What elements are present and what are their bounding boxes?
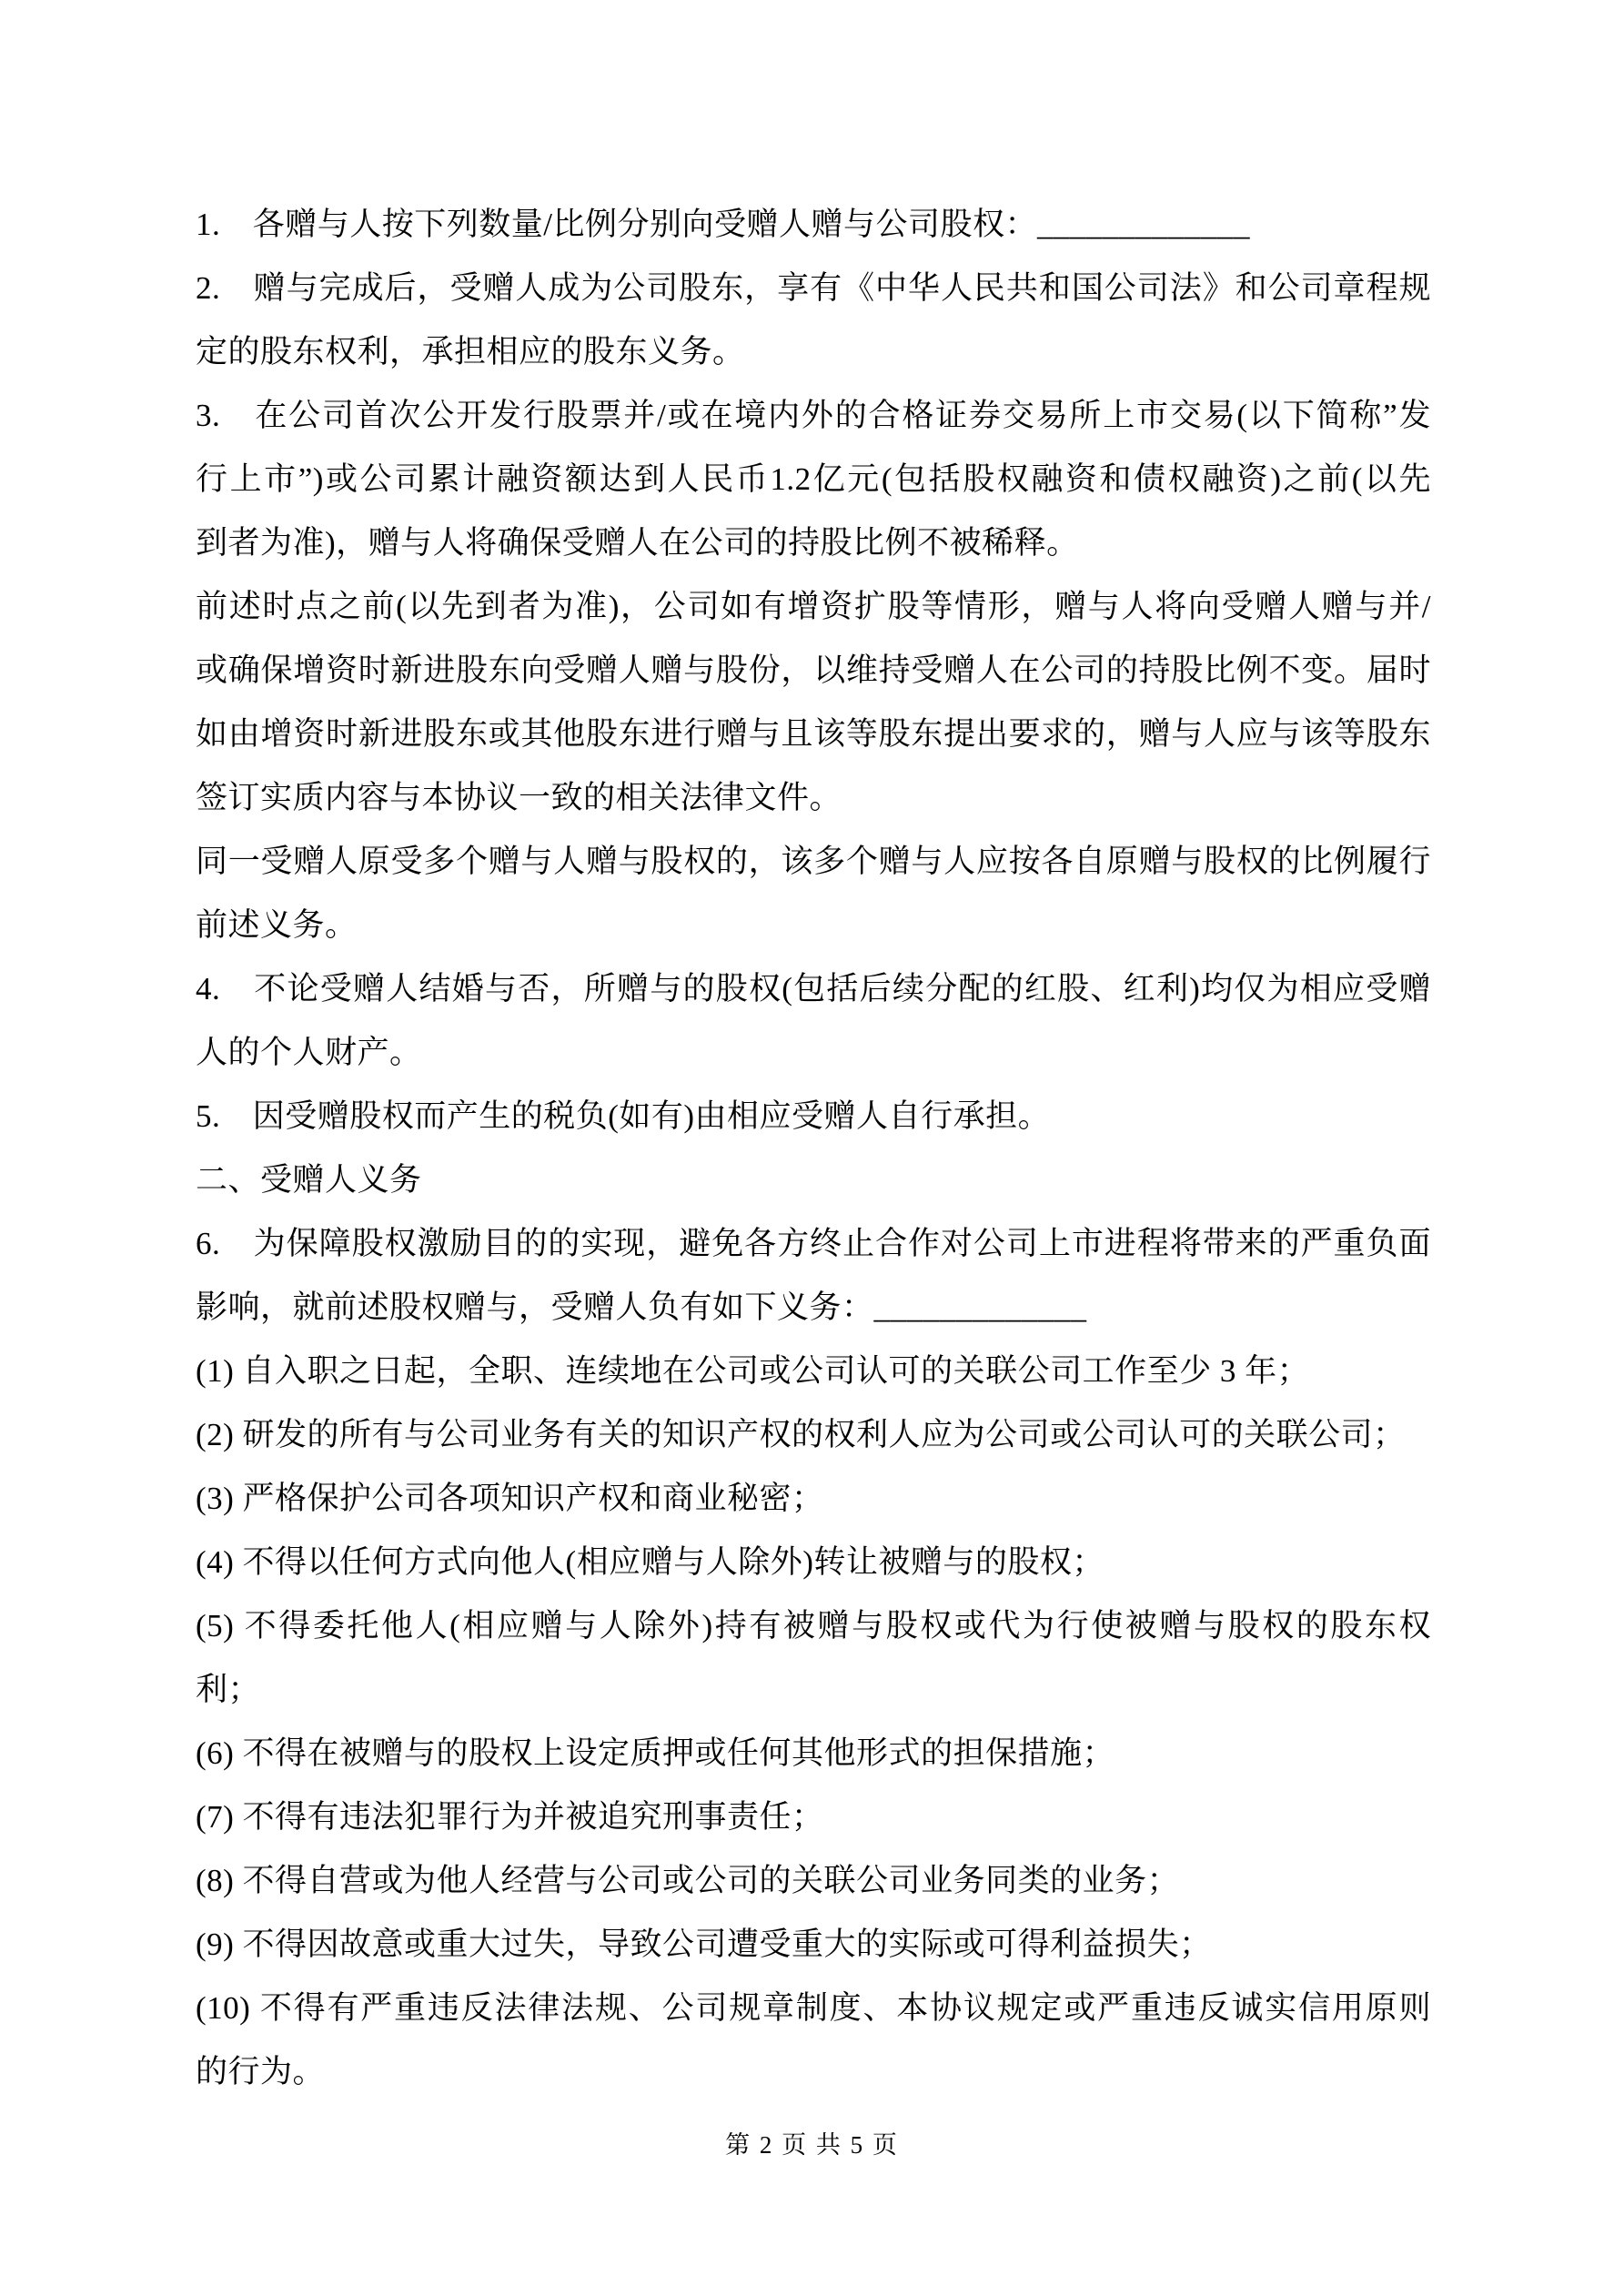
document-paragraph: [196, 1913, 1431, 1977]
document-paragraph: [196, 1085, 1431, 1148]
document-paragraph: [196, 1403, 1431, 1467]
document-line: (3) 严格保护公司各项知识产权和商业秘密；: [196, 1481, 824, 1516]
document-line: 5. 因受赠股权而产生的税负(如有)由相应受赠人自行承担。: [196, 1098, 1051, 1134]
document-paragraph: [196, 1722, 1431, 1785]
document-line: 人的个人财产。: [196, 1035, 422, 1070]
document-line: (6) 不得在被赠与的股权上设定质押或任何其他形式的担保措施；: [196, 1735, 1115, 1771]
document-line: (8) 不得自营或为他人经营与公司或公司的关联公司业务同类的业务；: [196, 1863, 1180, 1898]
document-line: (10) 不得有严重违反法律法规、公司规章制度、本协议规定或严重违反诚实信用原则: [196, 1990, 1431, 2026]
document-paragraph: [196, 1849, 1431, 1913]
page-footer: 第 2 页 共 5 页: [725, 2131, 899, 2159]
document-line: 签订实质内容与本协议一致的相关法律文件。: [196, 780, 842, 815]
document-line: (9) 不得因故意或重大过失，导致公司遭受重大的实际或可得利益损失；: [196, 1927, 1212, 1962]
document-paragraph: [196, 1977, 1431, 2104]
document-line: (4) 不得以任何方式向他人(相应赠与人除外)转让被赠与的股权；: [196, 1544, 1105, 1580]
document-line: 到者为准)，赠与人将确保受赠人在公司的持股比例不被稀释。: [196, 525, 1079, 561]
document-paragraph: [196, 1340, 1431, 1403]
document-paragraph: [196, 830, 1431, 957]
document-line: 4. 不论受赠人结婚与否，所赠与的股权(包括后续分配的红股、红利)均仅为相应受赠: [196, 971, 1431, 1006]
document-line: 3. 在公司首次公开发行股票并/或在境内外的合格证券交易所上市交易(以下简称”发: [196, 398, 1431, 433]
document-line: 定的股东权利，承担相应的股东义务。: [196, 334, 745, 369]
document-line: 同一受赠人原受多个赠与人赠与股权的，该多个赠与人应按各自原赠与股权的比例履行: [196, 844, 1431, 879]
document-paragraph: [196, 193, 1431, 257]
document-line: (1) 自入职之日起，全职、连续地在公司或公司认可的关联公司工作至少 3 年；: [196, 1353, 1310, 1389]
document-line: 6. 为保障股权激励目的的实现，避免各方终止合作对公司上市进程将带来的严重负面: [196, 1226, 1431, 1261]
document-line: 前述义务。: [196, 907, 358, 943]
document-line: 的行为。: [196, 2054, 326, 2089]
document-paragraph: [196, 1531, 1431, 1594]
document-line: 行上市”)或公司累计融资额达到人民币1.2亿元(包括股权融资和债权融资)之前(以先: [196, 461, 1431, 497]
document-line: 前述时点之前(以先到者为准)，公司如有增资扩股等情形，赠与人将向受赠人赠与并/: [196, 589, 1431, 624]
document-paragraph: [196, 957, 1431, 1085]
document-paragraph: [196, 575, 1431, 830]
document-line: 二、受赠人义务: [196, 1162, 422, 1198]
document-line: 1. 各赠与人按下列数量/比例分别向受赠人赠与公司股权：_____________: [196, 207, 1250, 242]
document-line: (5) 不得委托他人(相应赠与人除外)持有被赠与股权或代为行使被赠与股权的股东权: [196, 1608, 1431, 1644]
document-paragraph: [196, 1148, 1431, 1212]
document-paragraph: [196, 1467, 1431, 1531]
document-paragraph: [196, 257, 1431, 384]
document-line: 如由增资时新进股东或其他股东进行赠与且该等股东提出要求的，赠与人应与该等股东: [196, 716, 1431, 752]
document-line: 影响，就前述股权赠与，受赠人负有如下义务：_____________: [196, 1290, 1087, 1325]
document-paragraph: [196, 1212, 1431, 1340]
document-paragraph: [196, 1594, 1431, 1722]
document-line: (7) 不得有违法犯罪行为并被追究刑事责任；: [196, 1799, 824, 1835]
document-line: 或确保增资时新进股东向受赠人赠与股份，以维持受赠人在公司的持股比例不变。届时: [196, 652, 1431, 688]
document-body: [196, 193, 1431, 2104]
document-paragraph: [196, 1785, 1431, 1849]
document-paragraph: [196, 384, 1431, 575]
document-line: (2) 研发的所有与公司业务有关的知识产权的权利人应为公司或公司认可的关联公司；: [196, 1417, 1406, 1452]
document-line: 2. 赠与完成后，受赠人成为公司股东，享有《中华人民共和国公司法》和公司章程规: [196, 270, 1431, 306]
document-line: 利；: [196, 1672, 261, 1707]
